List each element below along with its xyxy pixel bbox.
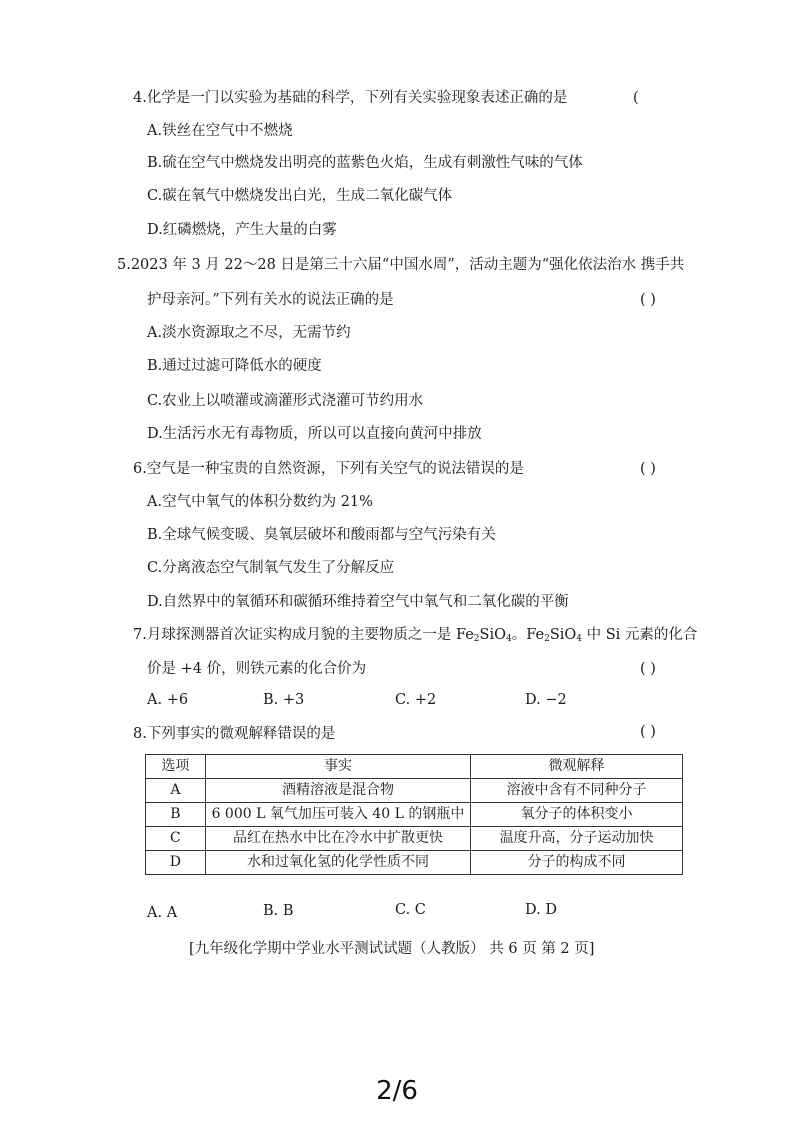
table-cell: C [146,827,206,851]
question-4-stem: 4.化学是一门以实验为基础的科学，下列有关实验现象表述正确的是 [133,90,568,106]
table-cell: 分子的构成不同 [471,851,683,875]
table-row [146,803,683,827]
question-8-option-a: A. A [147,905,178,921]
table-cell: 温度升高，分子运动加快 [471,827,683,851]
question-5-answer-paren: ( ) [640,292,656,308]
question-8-stem: 8.下列事实的微观解释错误的是 [133,726,336,742]
table-row [146,827,683,851]
question-4-option-b: B.硫在空气中燃烧发出明亮的蓝紫色火焰，生成有刺激性气味的气体 [147,155,583,171]
table-cell: 溶液中含有不同种分子 [471,779,683,803]
table-cell: 6 000 L 氧气加压可装入 40 L 的钢瓶中 [205,803,470,827]
page-footer: [九年级化学期中学业水平测试试题（人教版） 共 6 页 第 2 页] [189,941,595,957]
question-4-option-c: C.碳在氧气中燃烧发出白光，生成二氧化碳气体 [147,188,453,204]
question-6-answer-paren: ( ) [640,461,656,477]
table-cell: D [146,851,206,875]
table-header-row [146,755,683,779]
table-cell: A [146,779,206,803]
question-6-option-b: B.全球气候变暖、臭氧层破坏和酸雨都与空气污染有关 [147,527,496,543]
question-8-option-d: D. D [525,902,557,918]
question-6-stem: 6.空气是一种宝贵的自然资源，下列有关空气的说法错误的是 [133,461,524,477]
question-4-answer-paren: ( [633,90,639,106]
question-8-option-b: B. B [263,903,294,919]
table-header: 事实 [205,755,470,779]
question-5-option-b: B.通过过滤可降低水的硬度 [147,358,322,374]
table-cell: 氧分子的体积变小 [471,803,683,827]
table-cell: 品红在热水中比在冷水中扩散更快 [205,827,470,851]
table-header: 微观解释 [471,755,683,779]
table-cell: B [146,803,206,827]
question-5-option-c: C.农业上以喷灌或滴灌形式浇灌可节约用水 [147,393,424,409]
question-8-option-c: C. C [395,902,426,918]
question-6-option-c: C.分离液态空气制氧气发生了分解反应 [147,560,395,576]
question-5-option-d: D.生活污水无有毒物质，所以可以直接向黄河中排放 [147,426,482,442]
question-7-stem-line2: 价是 +4 价，则铁元素的化合价为 [147,661,367,677]
question-7-option-a: A. +6 [147,692,189,708]
question-7-stem-line1: 7.月球探测器首次证实构成月貌的主要物质之一是 $Fe_2SiO_4$。$Fe_2SiO_4$ 中 Si 元素的化合 [133,627,698,644]
question-8-answer-paren: ( ) [640,724,656,740]
question-5-stem-line2: 护母亲河。”下列有关水的说法正确的是 [147,292,394,308]
question-5-stem-line1: 5.2023 年 3 月 22～28 日是第三十六届“中国水周”，活动主题为“强化依法治水 携手共 [117,257,685,273]
table-cell: 水和过氧化氢的化学性质不同 [205,851,470,875]
question-5-option-a: A.淡水资源取之不尽，无需节约 [147,325,351,341]
question-7-answer-paren: ( ) [640,661,656,677]
question-6-option-a: A.空气中氧气的体积分数约为 21% [147,494,373,510]
question-6-option-d: D.自然界中的氧循环和碳循环维持着空气中氧气和二氧化碳的平衡 [147,594,569,610]
table-header: 选项 [146,755,206,779]
question-7-option-b: B. +3 [263,692,305,708]
question-8-table [145,754,683,875]
page-indicator: 2/6 [376,1076,418,1106]
table-cell: 酒精溶液是混合物 [205,779,470,803]
question-7-option-d: D. −2 [525,692,567,708]
question-4-option-d: D.红磷燃烧，产生大量的白雾 [147,222,337,238]
question-4-option-a: A.铁丝在空气中不燃烧 [147,123,293,139]
table-row [146,851,683,875]
question-7-option-c: C. +2 [395,692,437,708]
table-row [146,779,683,803]
